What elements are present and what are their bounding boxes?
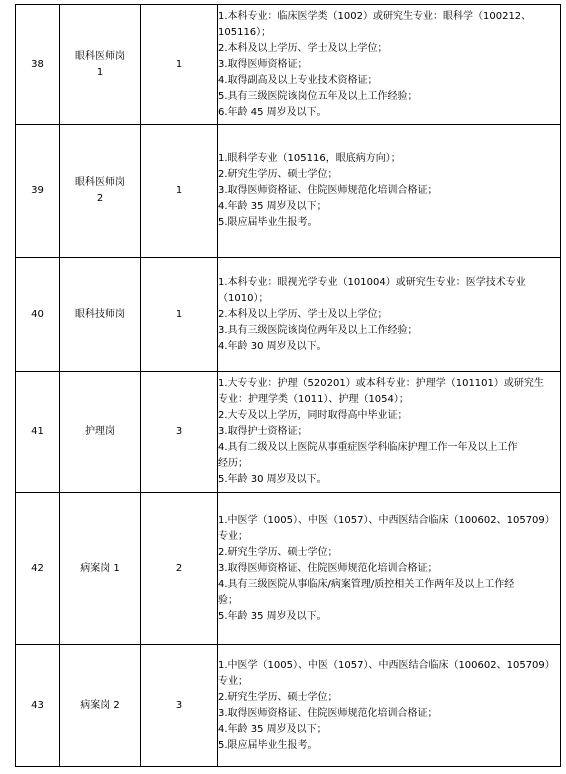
requirement-line: 1.中医学（1005）、中医（1057）、中西医结合临床（100602、105709） bbox=[218, 659, 555, 671]
requirement-line: 4.具有二级及以上医院从事重症医学科临床护理工作一年及以上工作 bbox=[218, 442, 518, 453]
requirement-line: 4.取得副高及以上专业技术资格证； bbox=[218, 74, 378, 86]
post-name bbox=[60, 372, 141, 493]
requirement-line: 5.年龄 30 周岁及以下。 bbox=[218, 474, 327, 485]
requirement-line: 1.本科专业：眼视光学专业（101004）或研究生专业：医学技术专业 bbox=[218, 276, 526, 288]
table-row bbox=[16, 125, 561, 258]
requirements-cell bbox=[218, 125, 561, 258]
post-name-line: 护理岗 bbox=[85, 426, 115, 437]
post-name-line: 眼科医师岗 bbox=[75, 177, 125, 188]
post-name bbox=[60, 5, 141, 125]
headcount: 1 bbox=[141, 125, 218, 258]
requirements-cell bbox=[218, 372, 561, 493]
requirement-line: 专业； bbox=[218, 675, 248, 687]
table-row bbox=[16, 5, 561, 125]
requirement-line: 105116）； bbox=[218, 26, 272, 38]
requirement-line: 1.中医学（1005）、中医（1057）、中西医结合临床（100602、105709） bbox=[218, 514, 555, 526]
requirement-line: 验； bbox=[218, 594, 238, 606]
requirement-line: 3.取得医师资格证、住院医师规范化培训合格证； bbox=[218, 707, 438, 719]
row-number: 42 bbox=[16, 493, 60, 645]
requirements-cell bbox=[218, 5, 561, 125]
requirement-line: 1.本科专业：临床医学类（1002）或研究生专业：眼科学（100212、 bbox=[218, 10, 532, 22]
post-name bbox=[60, 258, 141, 372]
requirement-line: 2.本科及以上学历、学士及以上学位； bbox=[218, 42, 388, 54]
table-row bbox=[16, 258, 561, 372]
headcount: 3 bbox=[141, 372, 218, 493]
headcount: 2 bbox=[141, 493, 218, 645]
post-name bbox=[60, 645, 141, 767]
requirement-line: 4.年龄 35 周岁及以下； bbox=[218, 723, 327, 735]
requirement-line: 专业：护理学类（1011）、护理（1054）； bbox=[218, 394, 409, 405]
requirement-line: 5.限应届毕业生报考。 bbox=[218, 217, 318, 228]
requirement-line: 3.取得护士资格证； bbox=[218, 426, 308, 437]
requirement-line: 3.取得医师资格证、住院医师规范化培训合格证； bbox=[218, 185, 438, 196]
post-name-line: 2 bbox=[96, 193, 104, 204]
requirement-line: 3.取得医师资格证； bbox=[218, 58, 308, 70]
requirements-cell bbox=[218, 645, 561, 767]
requirement-line: 2.研究生学历、硕士学位； bbox=[218, 691, 338, 703]
requirement-line: 2.大专及以上学历，同时取得高中毕业证； bbox=[218, 410, 408, 421]
requirements-cell bbox=[218, 493, 561, 645]
row-number: 39 bbox=[16, 125, 60, 258]
requirement-line: 4.具有三级医院从事临床/病案管理/质控相关工作两年及以上工作经 bbox=[218, 578, 515, 590]
requirement-line: 2.本科及以上学历、学士及以上学位； bbox=[218, 308, 388, 320]
table-row bbox=[16, 372, 561, 493]
post-name-line: 1 bbox=[96, 66, 104, 78]
requirement-line: 2.研究生学历、硕士学位； bbox=[218, 169, 338, 180]
requirement-line: 6.年龄 45 周岁及以下。 bbox=[218, 106, 327, 118]
requirement-line: 专业； bbox=[218, 530, 248, 542]
headcount: 3 bbox=[141, 645, 218, 767]
post-name bbox=[60, 493, 141, 645]
requirement-line: 3.取得医师资格证、住院医师规范化培训合格证； bbox=[218, 562, 438, 574]
requirement-line: 1.眼科学专业（105116，眼底病方向）； bbox=[218, 153, 401, 164]
requirement-line: 经历； bbox=[218, 458, 248, 469]
post-name-line: 眼科技师岗 bbox=[75, 308, 125, 320]
post-name bbox=[60, 125, 141, 258]
requirement-line: 4.年龄 30 周岁及以下。 bbox=[218, 340, 327, 352]
requirement-line: 2.研究生学历、硕士学位； bbox=[218, 546, 338, 558]
row-number: 43 bbox=[16, 645, 60, 767]
requirement-line: 1.大专专业：护理（520201）或本科专业：护理学（101101）或研究生 bbox=[218, 378, 544, 389]
table-row bbox=[16, 645, 561, 767]
headcount: 1 bbox=[141, 258, 218, 372]
job-requirements-table bbox=[15, 4, 561, 767]
requirement-line: 3.具有三级医院该岗位两年及以上工作经验； bbox=[218, 324, 418, 336]
requirement-line: 5.具有三级医院该岗位五年及以上工作经验； bbox=[218, 90, 418, 102]
requirement-line: （1010）； bbox=[218, 292, 269, 304]
requirement-line: 5.限应届毕业生报考。 bbox=[218, 739, 318, 751]
row-number: 38 bbox=[16, 5, 60, 125]
table-row bbox=[16, 493, 561, 645]
requirements-cell bbox=[218, 258, 561, 372]
headcount: 1 bbox=[141, 5, 218, 125]
requirement-line: 5.年龄 35 周岁及以下。 bbox=[218, 610, 327, 622]
post-name-line: 病案岗 2 bbox=[80, 699, 120, 711]
post-name-line: 眼科医师岗 bbox=[75, 50, 125, 62]
row-number: 41 bbox=[16, 372, 60, 493]
post-name-line: 病案岗 1 bbox=[80, 562, 120, 574]
row-number: 40 bbox=[16, 258, 60, 372]
requirement-line: 4.年龄 35 周岁及以下； bbox=[218, 201, 327, 212]
